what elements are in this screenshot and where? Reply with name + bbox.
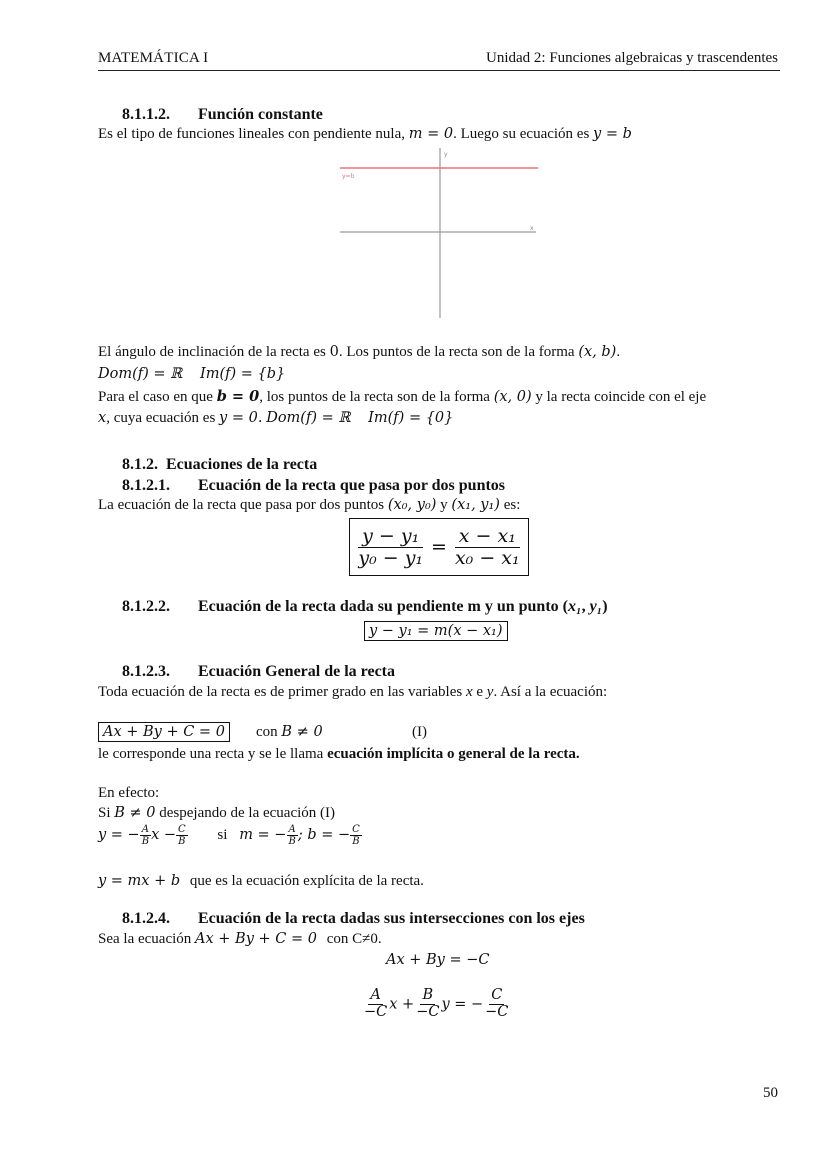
section-number: 8.1.1.2. bbox=[122, 106, 170, 123]
text: y la recta coincide con el eje bbox=[535, 389, 707, 405]
math-inline: x − bbox=[151, 826, 177, 843]
fraction-left bbox=[356, 526, 425, 569]
denominator: −C bbox=[485, 1003, 509, 1020]
header-divider bbox=[98, 70, 780, 71]
fraction-a-over-neg-c bbox=[362, 988, 389, 1021]
y-axis-label: y bbox=[444, 151, 448, 158]
numerator: C bbox=[352, 824, 360, 835]
math-inline: (x, 0) bbox=[493, 389, 532, 405]
math-inline: (x, b) bbox=[578, 344, 617, 360]
text: El ángulo de inclinación de la recta es bbox=[98, 344, 326, 360]
explicit-derivation bbox=[98, 824, 362, 847]
fraction-a-over-b bbox=[286, 824, 297, 847]
header-course-title: MATEMÁTICA I bbox=[98, 50, 209, 66]
heading-8-1-2-1 bbox=[122, 477, 505, 495]
text-bold: ecuación implícita o general de la recta. bbox=[327, 746, 580, 762]
math-inline: b = 0 bbox=[216, 388, 260, 405]
numerator: y − y₁ bbox=[358, 526, 423, 548]
denominator: B bbox=[141, 836, 150, 847]
heading-8-1-2-2 bbox=[122, 598, 608, 616]
text: Para el caso en que bbox=[98, 389, 213, 405]
math-inline: Im(f) = {b} bbox=[199, 366, 286, 382]
text: . Los puntos de la recta son de la forma bbox=[338, 344, 575, 360]
constant-function-graph bbox=[336, 146, 546, 322]
equation-label: (I) bbox=[412, 724, 427, 740]
text: es: bbox=[503, 497, 521, 513]
header-unit-title: Unidad 2: Funciones algebraicas y trascendentes bbox=[486, 50, 778, 66]
numerator: A bbox=[370, 987, 381, 1003]
denominator: B bbox=[288, 836, 296, 847]
section-number: 8.1.2.1. bbox=[122, 477, 170, 494]
fraction-c-over-b bbox=[350, 824, 362, 847]
text: , los puntos de la recta son de la forma bbox=[259, 389, 490, 405]
math-inline: m = − bbox=[239, 826, 287, 843]
paragraph-inclination bbox=[98, 344, 620, 361]
math-inline: x + bbox=[389, 996, 415, 1013]
text: Si bbox=[98, 805, 111, 821]
heading-8-1-1-2 bbox=[122, 106, 323, 124]
paragraph-implicit bbox=[98, 746, 580, 763]
section-title: Ecuación de la recta dada su pendiente m y un punto ( bbox=[198, 598, 568, 615]
text: Sea la ecuación bbox=[98, 931, 192, 947]
math-inline: x bbox=[98, 410, 107, 426]
text: Es el tipo de funciones lineales con pendiente nula, bbox=[98, 126, 405, 142]
math-inline: x bbox=[465, 684, 473, 700]
section-title: Ecuación General de la recta bbox=[198, 663, 395, 680]
section-number: 8.1.2.4. bbox=[122, 910, 170, 927]
math-inline: y = b bbox=[593, 126, 632, 142]
line-label: y=b bbox=[342, 173, 355, 180]
math-inline: y = mx + b bbox=[98, 873, 181, 889]
paragraph-explicit bbox=[98, 873, 424, 890]
section-title: Ecuaciones de la recta bbox=[166, 456, 318, 473]
math-inline: y = − bbox=[98, 826, 140, 843]
fraction-b-over-neg-c bbox=[414, 988, 441, 1021]
math-inline: (x₁, y₁) bbox=[451, 497, 500, 513]
heading-8-1-2-3 bbox=[122, 663, 395, 681]
text: le corresponde una recta y se le llama bbox=[98, 746, 324, 762]
text: . Luego su ecuación es bbox=[453, 126, 590, 142]
denominator: −C bbox=[416, 1003, 440, 1020]
numerator: C bbox=[178, 824, 186, 835]
text: con bbox=[256, 724, 278, 740]
denominator: x₀ − x₁ bbox=[454, 546, 520, 569]
numerator: x − x₁ bbox=[455, 526, 520, 548]
text: Toda ecuación de la recta es de primer grado en las variables bbox=[98, 684, 463, 700]
general-condition bbox=[256, 724, 323, 741]
text: y bbox=[440, 497, 448, 513]
numerator: A bbox=[141, 824, 150, 835]
math-inline: y = − bbox=[441, 996, 484, 1013]
section-number: 8.1.2. bbox=[122, 456, 158, 473]
section-title: Ecuación de la recta dadas sus intersecciones con los ejes bbox=[198, 910, 585, 927]
numerator: A bbox=[288, 824, 296, 835]
intercept-step-2 bbox=[362, 988, 510, 1021]
math-inline: y = 0. bbox=[219, 410, 263, 426]
math-inline: (x₀, y₀) bbox=[387, 497, 437, 513]
math-inline: ; b = − bbox=[297, 826, 351, 843]
math-inline: y bbox=[486, 684, 494, 700]
two-point-formula-box bbox=[349, 518, 529, 576]
paragraph-solving bbox=[98, 805, 335, 822]
heading-8-1-2-4 bbox=[122, 910, 585, 928]
section-title: Función constante bbox=[198, 106, 323, 123]
paragraph-intercepts bbox=[98, 931, 382, 948]
denominator: B bbox=[352, 836, 360, 847]
fraction-right bbox=[453, 526, 522, 569]
math-inline: Dom(f) = ℝ bbox=[98, 366, 183, 382]
text: La ecuación de la recta que pasa por dos puntos bbox=[98, 497, 385, 513]
math-inline: Dom(f) = ℝ bbox=[266, 410, 351, 426]
text: despejando de la ecuación (I) bbox=[159, 805, 336, 821]
heading-8-1-2 bbox=[122, 456, 317, 474]
fraction-c-over-b bbox=[176, 824, 188, 847]
text: . Así a la ecuación: bbox=[493, 684, 608, 700]
page-number: 50 bbox=[763, 1085, 778, 1101]
math-inline: Ax + By + C = 0 bbox=[195, 931, 317, 947]
paragraph-x-axis bbox=[98, 410, 453, 427]
section-number: 8.1.2.3. bbox=[122, 663, 170, 680]
text: , cuya ecuación es bbox=[106, 410, 216, 426]
section-title-var: x₁ bbox=[567, 598, 582, 615]
denominator: −C bbox=[364, 1003, 388, 1020]
text: e bbox=[476, 684, 484, 700]
intercept-step-1: Ax + By = −C bbox=[386, 952, 490, 968]
math-inline: m = 0 bbox=[408, 126, 454, 142]
equals-sign: = bbox=[431, 536, 447, 558]
x-axis-label: x bbox=[530, 225, 534, 232]
text: ) bbox=[602, 598, 608, 615]
text: que es la ecuación explícita de la recta. bbox=[189, 873, 424, 889]
paragraph-general-intro bbox=[98, 684, 607, 701]
text: . bbox=[616, 344, 621, 360]
numerator: B bbox=[422, 987, 434, 1003]
text: si bbox=[217, 826, 228, 843]
domain-image-line bbox=[98, 366, 285, 383]
math-inline: B ≠ 0 bbox=[114, 805, 156, 821]
math-inline: Im(f) = {0} bbox=[368, 410, 454, 426]
section-title: Ecuación de la recta que pasa por dos puntos bbox=[198, 477, 506, 494]
fraction-a-over-b bbox=[140, 824, 151, 847]
point-slope-formula-box: y − y₁ = m(x − x₁) bbox=[364, 621, 508, 641]
fraction-c-over-neg-c bbox=[483, 988, 510, 1021]
text: con C≠0. bbox=[326, 931, 382, 947]
en-efecto: En efecto: bbox=[98, 785, 160, 801]
paragraph-b-zero bbox=[98, 388, 706, 406]
math-inline: B ≠ 0 bbox=[281, 724, 323, 740]
denominator: B bbox=[178, 836, 186, 847]
section-number: 8.1.2.2. bbox=[122, 598, 170, 615]
paragraph-constant-intro bbox=[98, 126, 632, 143]
numerator: C bbox=[491, 987, 503, 1003]
text: , bbox=[581, 598, 590, 615]
general-formula-box: Ax + By + C = 0 bbox=[98, 722, 230, 742]
paragraph-two-points bbox=[98, 497, 520, 514]
section-title-var: y₁ bbox=[589, 598, 603, 615]
math-inline: 0 bbox=[329, 344, 339, 360]
denominator: y₀ − y₁ bbox=[358, 546, 424, 569]
